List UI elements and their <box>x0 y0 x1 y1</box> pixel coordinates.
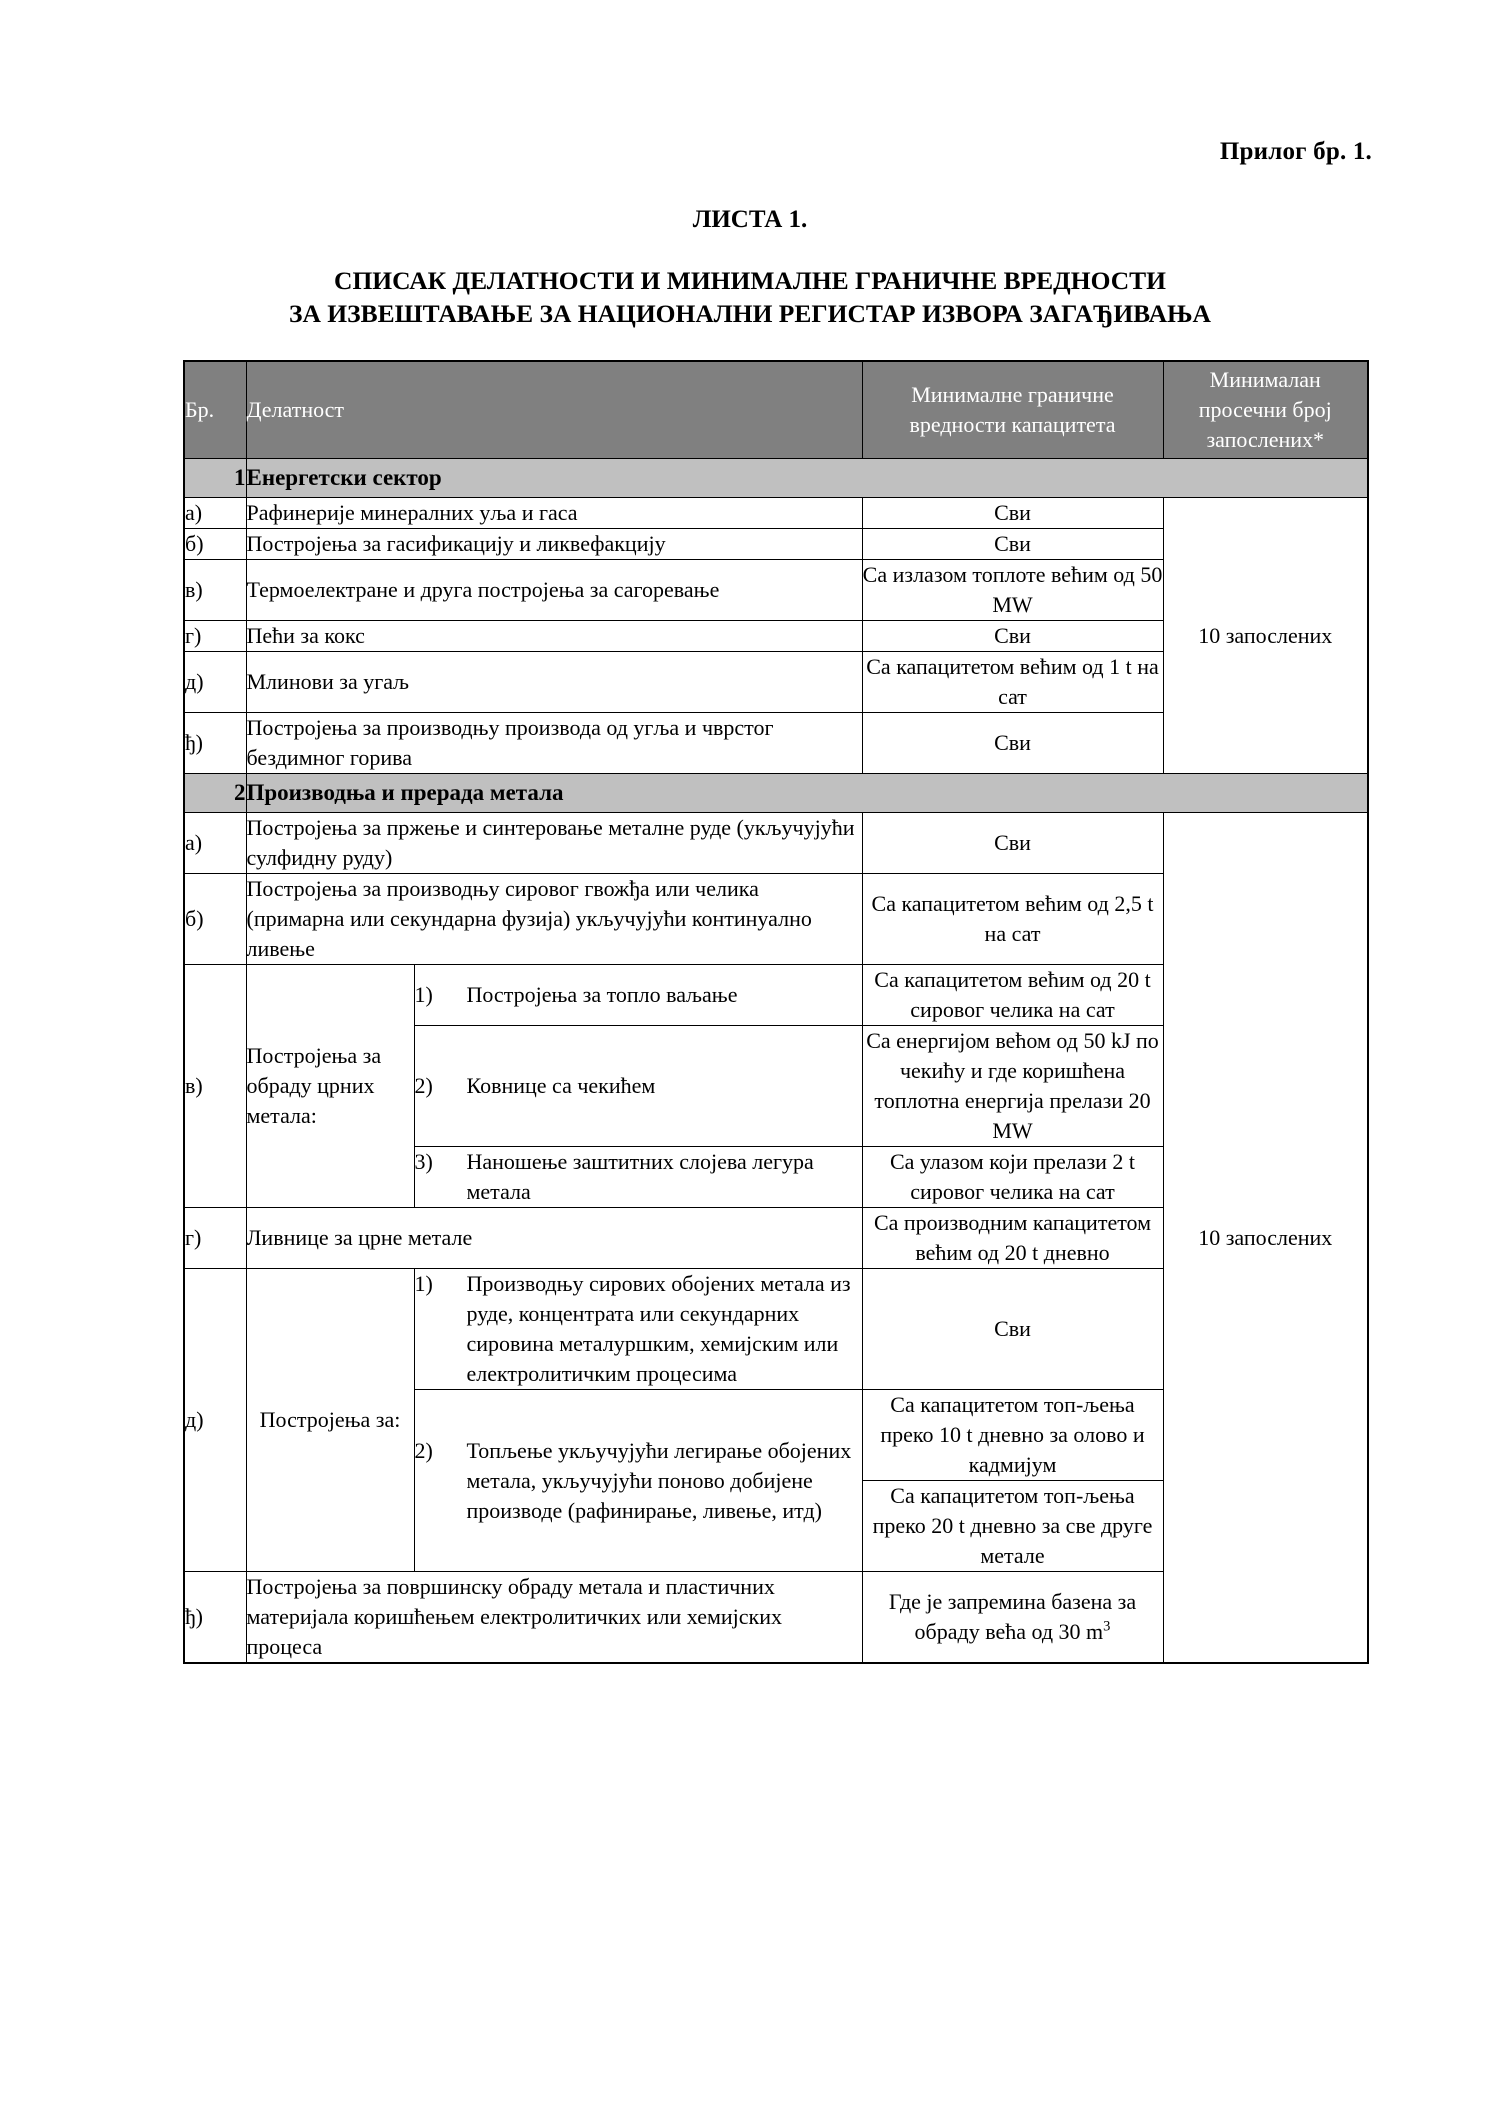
column-header-number: Бр. <box>184 361 246 459</box>
column-header-capacity-line-2: вредности капацитета <box>909 412 1116 437</box>
subitem <box>414 965 862 1026</box>
row-capacity <box>862 1572 1163 1664</box>
row-capacity: Са производним капацитетом већим од 20 t дневно <box>862 1208 1163 1269</box>
column-header-employees-line-2: просечни број <box>1198 397 1332 422</box>
section-name: Енергетски сектор <box>246 459 1368 498</box>
subitem-capacity: Са енергијом већом од 50 kJ по чекићу и где коришћена топлотна енергија прелази 20 MW <box>862 1026 1163 1147</box>
row-mark: б) <box>184 874 246 965</box>
subitem-mark: 2) <box>414 1437 433 1463</box>
row-mark: в) <box>184 560 246 621</box>
row-activity: Постројења за производњу производа од угља и чврстог бездимног горива <box>246 713 862 774</box>
subitem <box>414 1390 862 1572</box>
subitem-capacity-b: Са капацитетом топ-љења преко 20 t дневно за све друге метале <box>862 1481 1163 1572</box>
row-activity: Рафинерије минералних уља и гаса <box>246 498 862 529</box>
column-header-activity: Делатност <box>246 361 862 459</box>
annex-label: Прилог бр. 1. <box>1219 138 1372 165</box>
row-capacity-exponent: 3 <box>1103 1618 1111 1635</box>
table-header-row <box>184 361 1368 459</box>
column-header-employees <box>1163 361 1368 459</box>
list-title: ЛИСТА 1. <box>692 206 808 233</box>
row-activity: Пећи за кокс <box>246 621 862 652</box>
subitem-capacity-a: Са капацитетом топ-љења преко 10 t дневно за олово и кадмијум <box>862 1390 1163 1481</box>
section-number: 1 <box>184 459 246 498</box>
section-header-row <box>184 774 1368 813</box>
table-row <box>184 498 1368 529</box>
subitem-mark: 2) <box>414 1073 433 1098</box>
row-mark: г) <box>184 1208 246 1269</box>
activities-table-wrapper <box>183 360 1367 1664</box>
row-activity: Постројења за пржење и синтеровање металне руде (укључујући сулфидну руду) <box>246 813 862 874</box>
section-employees: 10 запослених <box>1163 498 1368 774</box>
subitem <box>414 1026 862 1147</box>
row-capacity: Са капацитетом већим од 1 t на сат <box>862 652 1163 713</box>
subitem-text: Производњу сирових обојених метала из руде, концентрата или секундарних сировина металуршким, хемијским или електролитичким процесима <box>466 1271 851 1386</box>
row-mark: а) <box>184 498 246 529</box>
section-header-row <box>184 459 1368 498</box>
row-activity: Млинови за угаљ <box>246 652 862 713</box>
section-name: Производња и прерада метала <box>246 774 1368 813</box>
row-activity: Ливнице за црне метале <box>246 1208 862 1269</box>
row-activity: Постројења за гасификацију и ликвефакцију <box>246 529 862 560</box>
row-capacity: Са капацитетом већим од 2,5 t на сат <box>862 874 1163 965</box>
row-mark: д) <box>184 652 246 713</box>
document-title <box>0 264 1500 330</box>
row-mark: ђ) <box>184 1572 246 1664</box>
row-mark: д) <box>184 1269 246 1572</box>
subitem-capacity: Са капацитетом већим од 20 t сировог челика на сат <box>862 965 1163 1026</box>
row-capacity: Сви <box>862 713 1163 774</box>
row-activity: Постројења за површинску обраду метала и пластичних материјала коришћењем електролитичких или хемијских процеса <box>246 1572 862 1664</box>
row-capacity: Сви <box>862 813 1163 874</box>
subitem-text: Наношење заштитних слојева легура метала <box>466 1149 814 1204</box>
row-group-label: Постројења за: <box>246 1269 414 1572</box>
row-activity: Термоелектране и друга постројења за сагоревање <box>246 560 862 621</box>
subitem-mark: 1) <box>414 982 433 1007</box>
row-activity: Постројења за производњу сировог гвожђа или челика (примарна или секундарна фузија) укључујући континуално ливење <box>246 874 862 965</box>
table-body <box>184 459 1368 1664</box>
row-capacity: Сви <box>862 621 1163 652</box>
row-mark: в) <box>184 965 246 1208</box>
subitem-text: Ковнице са чекићем <box>466 1073 656 1098</box>
row-capacity-text: Где је запремина базена за обраду већа од 30 m <box>888 1589 1137 1644</box>
document-title-line-1: СПИСАК ДЕЛАТНОСТИ И МИНИМАЛНЕ ГРАНИЧНЕ ВРЕДНОСТИ <box>334 266 1166 295</box>
subitem-text: Топљење укључујући легирање обојених метала, укључујући поново добијене производе (рафинирање, ливење, итд) <box>466 1437 852 1523</box>
subitem-capacity: Са улазом који прелази 2 t сировог челика на сат <box>862 1147 1163 1208</box>
subitem <box>414 1147 862 1208</box>
subitem-mark: 1) <box>414 1271 433 1296</box>
table-row <box>184 813 1368 874</box>
row-capacity: Са излазом топлоте већим од 50 MW <box>862 560 1163 621</box>
column-header-capacity <box>862 361 1163 459</box>
row-mark: б) <box>184 529 246 560</box>
row-mark: г) <box>184 621 246 652</box>
column-header-employees-line-1: Минималан <box>1209 367 1321 392</box>
row-capacity: Сви <box>862 498 1163 529</box>
row-capacity: Сви <box>862 529 1163 560</box>
row-mark: ђ) <box>184 713 246 774</box>
subitem-mark: 3) <box>414 1149 433 1174</box>
column-header-employees-line-3: запослених* <box>1206 427 1325 452</box>
row-mark: а) <box>184 813 246 874</box>
row-group-label: Постројења за обраду црних метала: <box>246 965 414 1208</box>
subitem <box>414 1269 862 1390</box>
column-header-capacity-line-1: Минималне граничне <box>911 382 1114 407</box>
table-head <box>184 361 1368 459</box>
section-number: 2 <box>184 774 246 813</box>
subitem-text: Постројења за топло ваљање <box>466 982 738 1007</box>
subitem-capacity: Сви <box>862 1269 1163 1390</box>
activities-table <box>183 360 1369 1664</box>
document-title-line-2: ЗА ИЗВЕШТАВАЊЕ ЗА НАЦИОНАЛНИ РЕГИСТАР ИЗВОРА ЗАГАЂИВАЊА <box>289 299 1211 328</box>
section-employees: 10 запослених <box>1163 813 1368 1664</box>
